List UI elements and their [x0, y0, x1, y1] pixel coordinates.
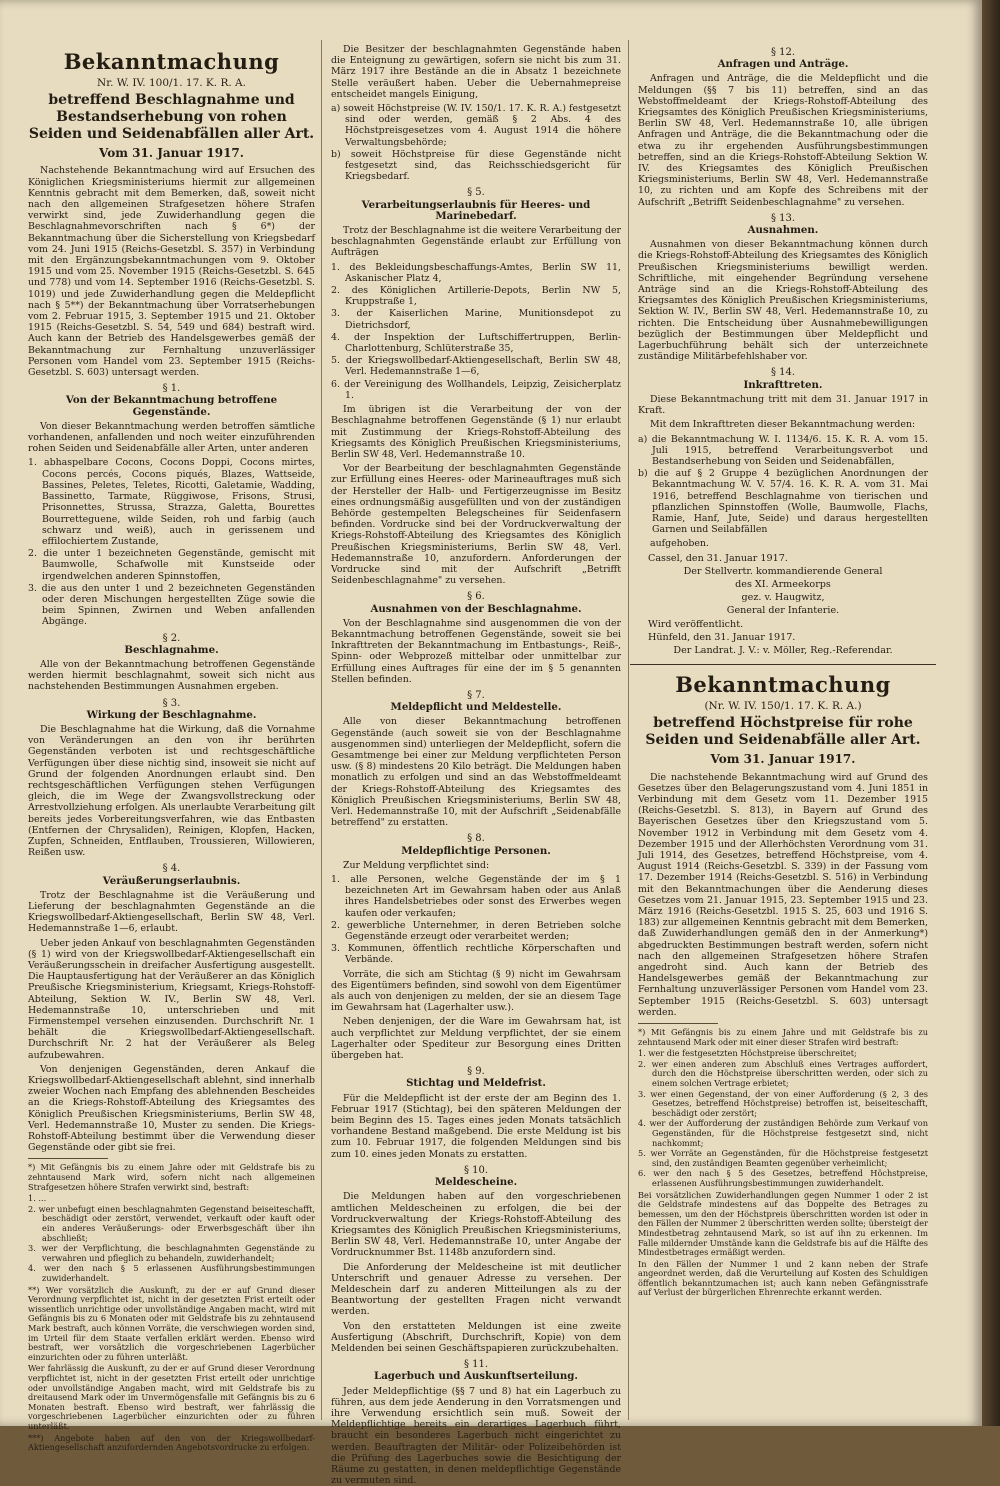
- footnote: *) Mit Gefängnis bis zu einem Jahre und mit Geldstrafe bis zu zehntausend Mark oder mit einer dieser Strafen wird bestraft:: [638, 1027, 928, 1047]
- footnote: Bei vorsätzlichen Zuwiderhandlungen gegen Nummer 1 oder 2 ist die Geldstrafe mindestens auf das Doppelte des Betrages zu bemessen, um den der Höchstpreis überschritten worden ist oder in den Fällen der Nummer 2 überschritten werden sollte; übersteigt der Mindestbetrag zehntausend Mark, so ist auf ihn zu erkennen. Im Falle mildernder Umstände kann die Geldstrafe bis auf die Hälfte des Mindestbetrages ermäßigt werden.: [638, 1189, 928, 1258]
- paragraph: Die Anforderung der Meldescheine ist mit deutlicher Unterschrift und genauer Adresse zu versehen. Der Meldeschein darf zu anderen Mitteilungen als zu der Beantwortung der gestellten Fragen nicht verwandt werden.: [331, 1261, 621, 1318]
- list-item: b) die auf § 2 Gruppe 4 bezüglichen Anordnungen der Bekanntmachung W. V. 57/4. 16. K. R. A. vom 31. Mai 1916, betreffend Beschlagnahme von tierischen und pflanzlichen Spinnstoffen (Wolle, Baumwolle, Flachs, Ramie, Hanf, Jute, Seide) und daraus hergestellten Garnen und Seilabfällen: [638, 468, 928, 536]
- footnote-item: 2. wer einen anderen zum Abschluß eines Vertrages auffordert, durch den die Höchstpreise überschritten werden, oder sich zu einem solchen Vertrage erbietet;: [638, 1058, 928, 1088]
- paragraph: Vor der Bearbeitung der beschlagnahmten Gegenstände zur Erfüllung eines Heeres- oder Marineauftrages muß sich der Hersteller der Halb- und Fertigerzeugnisse im Besitz eines ordnungsmäßig ausgefüllten und von der zuständigen Behörde gestempelten Belegscheines für Seidenfasern befinden. Vordrucke sind bei der Vordruckverwaltung der Kriegs-Rohstoff-Abteilung des Kriegsamtes des Königlich Preußischen Kriegsministeriums, Berlin SW 48, Verl. Hedemannstraße 10, anzufordern. Anforderungen der Vordrucke sind mit der Aufschrift „Betrifft Seidenbeschlagnahme" zu versehen.: [331, 463, 621, 587]
- doc1-date: Vom 31. Januar 1917.: [99, 146, 244, 161]
- footnote-item: 3. wer der Verpflichtung, die beschlagnahmten Gegenstände zu verwahren und pfleglich zu behandeln, zuwiderhandelt;: [28, 1243, 315, 1263]
- section-number: § 10.: [463, 1164, 489, 1176]
- section-number: § 14.: [770, 367, 796, 379]
- section-heading: Ausnahmen.: [747, 224, 819, 237]
- section-heading: Lagerbuch und Auskunftserteilung.: [374, 1370, 578, 1383]
- list-item: 6. der Vereinigung des Wollhandels, Leipzig, Zeisicherplatz 1.: [331, 378, 621, 401]
- footnote: In den Fällen der Nummer 1 und 2 kann neben der Strafe angeordnet werden, daß die Verurteilung auf Kosten des Schuldigen öffentlich bekanntzumachen ist; auch kann neben Gefängnisstrafe auf Verlust der bürgerlichen Ehrenrechte erkannt werden.: [638, 1258, 928, 1298]
- doc1-intro: Nachstehende Bekanntmachung wird auf Ersuchen des Königlichen Kriegsministeriums hiermit zur allgemeinen Kenntnis gebracht mit dem Bemerken, daß, soweit nicht nach den allgemeinen Strafgesetzen höhere Strafen verwirkt sind, jede Zuwiderhandlung gegen die Beschlagnahmevorschriften nach § 6*) der Bekanntmachung über die Sicherstellung von Kriegsbedarf vom 24. Juni 1915 (Reichs-Gesetzbl. S. 357) in Verbindung mit den Ergänzungsbekanntmachungen vom 9. Oktober 1915 und vom 25. November 1915 (Reichs-Gesetzbl. S. 645 und 778) und vom 14. September 1916 (Reichs-Gesetzbl. S. 1019) und jede Zuwiderhandlung gegen die Meldepflicht nach § 5**) der Bekanntmachung über Vorratserhebungen vom 2. Februar 1915, 3. September 1915 und 21. Oktober 1915 (Reichs-Gesetzbl. S. 54, 549 und 684) bestraft wird. Auch kann der Betrieb des Handelsgewerbes gemäß der Bekanntmachung zur Fernhaltung unzuverlässiger Personen vom Handel vom 23. September 1915 (Reichs-Gesetzbl. S. 603) untersagt werden.: [28, 165, 315, 379]
- section-number: § 4.: [162, 863, 181, 875]
- footnote-item: 6. wer den nach § 5 des Gesetzes, betreffend Höchstpreise, erlassenen Ausführungsbestimmungen zuwiderhandelt.: [638, 1168, 928, 1188]
- list-item: 5. der Kriegswollbedarf-Aktiengesellschaft, Berlin SW 48, Verl. Hedemannstraße 1—6,: [331, 355, 621, 378]
- paragraph: Vorräte, die sich am Stichtag (§ 9) nicht im Gewahrsam des Eigentümers befinden, sind sowohl von dem Eigentümer als auch von denjenigen zu melden, der sie an diesem Tage im Gewahrsam hat (Lagerhalter usw.).: [331, 968, 621, 1014]
- published-note: Wird veröffentlicht.: [648, 618, 744, 630]
- paragraph: Anfragen und Anträge, die die Meldepflicht und die Meldungen (§§ 7 bis 11) betreffen, sind an das Webstoffmeldeamt der Kriegs-Rohstoff-Abteilung des Kriegsamtes des Königlich Preußischen Kriegsministeriums, Berlin SW 48, Verl. Hedemannstraße 10, alle übrigen Anfragen und Anträge, die die Bekanntmachung oder die etwa zu ihr ergehenden Ausführungsbestimmungen betreffen, sind an die Kriegs-Rohstoff-Abteilung Sektion W. IV. des Kriegsamtes des Königlich Preußischen Kriegsministeriums, Berlin SW 48, Verl. Hedemannstraße 10, zu richten und am Kopfe des Schreibens mit der Aufschrift „Betrifft Seidenbeschlagnahme" zu versehen.: [638, 73, 928, 208]
- section-heading: Beschlagnahme.: [124, 643, 219, 656]
- item-list: [638, 434, 928, 536]
- doc2-date: Vom 31. Januar 1917.: [710, 752, 856, 767]
- footnote: *) Mit Gefängnis bis zu einem Jahre oder mit Geldstrafe bis zu zehntausend Mark wird, sofern nicht nach allgemeinen Strafgesetzen höhere Strafen verwirkt sind, bestraft:: [28, 1162, 315, 1192]
- list-item: 3. der Kaiserlichen Marine, Munitionsdepot zu Dietrichsdorf,: [331, 308, 621, 331]
- footnote-rule: [28, 1158, 108, 1159]
- paragraph: Die Besitzer der beschlagnahmten Gegenstände haben die Enteignung zu gewärtigen, sofern sie nicht bis zum 31. März 1917 ihre Bestände an die in Absatz 1 bezeichnete Stelle veräußert haben. Ueber die Uebernahmepreise entscheidet mangels Einigung,: [331, 44, 621, 100]
- item-list: [331, 103, 621, 182]
- item-list: [331, 262, 621, 401]
- item-list: [28, 457, 315, 627]
- notice-separator: [630, 664, 936, 665]
- doc1-title: Bekanntmachung: [63, 49, 280, 74]
- doc2-title: Bekanntmachung: [675, 672, 891, 698]
- list-item: 2. gewerbliche Unternehmer, in deren Betrieben solche Gegenstände erzeugt oder verarbeitet werden;: [331, 919, 621, 943]
- list-item: 1. alle Personen, welche Gegenstände der im § 1 bezeichneten Art im Gewahrsam haben oder aus Anlaß ihres Handelsbetriebes oder sonst des Erwerbes wegen kaufen oder verkaufen;: [331, 874, 621, 919]
- paragraph: Diese Bekanntmachung tritt mit dem 31. Januar 1917 in Kraft.: [638, 393, 928, 417]
- section-number: § 1.: [162, 383, 181, 395]
- footnote-item: 3. wer einen Gegenstand, der von einer Aufforderung (§ 2, 3 des Gesetzes, betreffend Höchstpreise) betroffen ist, beiseiteschafft, beschädigt oder zerstört;: [638, 1088, 928, 1118]
- paragraph: Trotz der Beschlagnahme ist die weitere Verarbeitung der beschlagnahmten Gegenstände erlaubt zur Erfüllung von Aufträgen: [331, 225, 621, 259]
- section-number: § 12.: [770, 47, 796, 58]
- paragraph: Ausnahmen von dieser Bekanntmachung können durch die Kriegs-Rohstoff-Abteilung des Kriegsamtes des Königlich Preußischen Kriegsministeriums bewilligt werden. Schriftliche, mit eingehender Begründung versehene Anträge sind an die Kriegs-Rohstoff-Abteilung des Kriegsamtes des Königlich Preußischen Kriegsministeriums, Sektion W. IV., Berlin SW 48, Verl. Hedemannstraße 10, zu richten. Die Entscheidung über Ausnahmebewilligungen bezüglich der Bestimmungen über Meldepflicht und Lagerbuchführung behält sich der unterzeichnete zuständige Militärbefehlshaber vor.: [638, 239, 928, 363]
- paragraph: Trotz der Beschlagnahme ist die Veräußerung und Lieferung der beschlagnahmten Gegenstände an die Kriegswollbedarf-Aktiengesellschaft, Berlin SW 48, Verl. Hedemannstraße 1—6, erlaubt.: [28, 889, 315, 935]
- footnote-item: 4. wer den nach § 5 erlassenen Ausführungsbestimmungen zuwiderhandelt.: [28, 1263, 315, 1283]
- paragraph: Die Meldungen haben auf den vorgeschriebenen amtlichen Meldescheinen zu erfolgen, die bei der Vordruckverwaltung der Kriegs-Rohstoff-Abteilung des Kriegsamtes des Königlich Preußischen Kriegsministeriums, Berlin SW 48, Verl. Hedemannstraße 10, unter Angabe der Vordrucknummer Bst. 1148b anzufordern sind.: [331, 1191, 621, 1259]
- section-heading: Wirkung der Beschlagnahme.: [86, 708, 257, 721]
- list-item: 3. Kommunen, öffentlich rechtliche Körperschaften und Verbände.: [331, 943, 621, 966]
- column-rule: [628, 40, 629, 1420]
- section-number: § 6.: [467, 591, 485, 603]
- paragraph: aufgehoben.: [650, 538, 709, 550]
- doc1-subtitle: betreffend Beschlagnahme und Bestandserhebung von rohen Seiden und Seidenabfällen aller Art.: [28, 92, 315, 143]
- column-rule: [321, 40, 322, 1420]
- section-number: § 8.: [467, 833, 485, 845]
- list-item: 1. abhaspelbare Cocons, Cocons Doppi, Cocons mirtes, Cocons percés, Cocons piqués, Blazes, Wattseide, Bassines, Peletes, Teletes, Ricotti, Galetamie, Wadding, Bassinetto, Tarmate, Rüggiwose, Frisons, Strusi, Prisonnettes, Strussa, Strazza, Galetta, Bourettes Bourretteguene, wilde Seiden, roh und farbig (auch schwarz und weiß), auch in gerissenem und effilochiertem Zustande,: [28, 457, 315, 547]
- footnote: Wer fahrlässig die Auskunft, zu der er auf Grund dieser Verordnung verpflichtet ist, nicht in der gesetzten Frist erteilt oder unrichtige oder unvollständige Angaben macht, wird mit Geldstrafe bis zu dreitausend Mark oder im Unvermögensfalle mit Gefängnis bis zu 6 Monaten bestraft. Ebenso wird bestraft, wer fahrlässig die vorgeschriebenen Lagerbücher einzurichten oder zu führen unterläßt.: [28, 1363, 315, 1431]
- list-item: 4. der Inspektion der Luftschiffertruppen, Berlin-Charlottenburg, Schlüterstraße 35,: [331, 331, 621, 355]
- list-item: a) soweit Höchstpreise (W. IV. 150/1. 17. K. R. A.) festgesetzt sind oder werden, gemäß § 2 Abs. 4 des Höchstpreisgesetzes vom 4. August 1914 die höhere Verwaltungsbehörde;: [331, 103, 621, 148]
- list-item: 1. des Bekleidungsbeschaffungs-Amtes, Berlin SW 11, Askanischer Platz 4,: [331, 261, 621, 284]
- section-number: § 5.: [467, 187, 485, 199]
- list-item: b) soweit Höchstpreise für diese Gegenstände nicht festgesetzt sind, das Reichsschiedsgericht für Kriegsbedarf.: [331, 148, 621, 183]
- paragraph: Von den erstatteten Meldungen ist eine zweite Ausfertigung (Abschrift, Durchschrift, Kopie) von dem Meldenden bei seinen Geschäftspapieren zurückzubehalten.: [331, 1320, 621, 1354]
- paragraph: Im übrigen ist die Verarbeitung der von der Beschlagnahme betroffenen Gegenstände (§ 1) nur erlaubt mit Zustimmung der Kriegs-Rohstoff-Abteilung des Kriegsamts des Königlich Preußischen Kriegsministeriums, Berlin SW 48, Verl. Hedemannstraße 10.: [331, 404, 621, 460]
- section-heading: Von der Bekanntmachung betroffene Gegenstände.: [65, 394, 278, 418]
- column-3: [638, 42, 928, 1418]
- footnote: **) Wer vorsätzlich die Auskunft, zu der er auf Grund dieser Verordnung verpflichtet ist, nicht in der gesetzten Frist erteilt oder wissentlich unrichtige oder unvollständige Angaben macht, wird mit Gefängnis bis zu 6 Monaten oder mit Geldstrafe bis zu zehntausend Mark bestraft, auch können Vorräte, die verschwiegen worden sind, im Urteil für dem Staate verfallen erklärt werden. Ebenso wird bestraft, wer vorsätzlich die vorgeschriebenen Lagerbücher einzurichten oder zu führen unterläßt.: [28, 1284, 315, 1362]
- footnote-item: 5. wer Vorräte an Gegenständen, für die Höchstpreise festgesetzt sind, den zuständigen Beamten gegenüber verheimlicht;: [638, 1148, 928, 1168]
- paragraph: Von dieser Bekanntmachung werden betroffen sämtliche vorhandenen, anfallenden und noch weiter einzuführenden rohen Seiden und Seidenabfälle aller Arten, unter anderen: [28, 420, 315, 455]
- section-number: § 13.: [770, 212, 796, 224]
- column-2: [331, 44, 621, 1486]
- footnote-rule: [638, 1023, 718, 1024]
- paragraph: Ueber jeden Ankauf von beschlagnahmten Gegenständen (§ 1) wird von der Kriegswollbedarf-Aktiengesellschaft ein Veräußerungsschein in dreifacher Ausfertigung ausgestellt. Die Hauptausfertigung hat der Veräußerer an das Königlich Preußische Kriegsministerium, Kriegsamt, Kriegs-Rohstoff-Abteilung, Sektion W. IV., Berlin SW 48, Verl. Hedemannstraße 10, unterschrieben und mit Firmenstempel versehen einzusenden. Durchschrift Nr. 1 behält die Kriegswollbedarf-Aktiengesellschaft. Durchschrift Nr. 2 hat der Veräußerer als Beleg aufzubewahren.: [28, 937, 315, 1061]
- paragraph: Die nachstehende Bekanntmachung wird auf Grund des Gesetzes über den Belagerungszustand vom 4. Juni 1851 in Verbindung mit dem Gesetz vom 11. Dezember 1915 (Reichs-Gesetzbl. S. 813), in Bayern auf Grund des Bayerischen Gesetzes über den Kriegszustand vom 5. November 1912 in Verbindung mit dem Gesetz vom 4. Dezember 1915 und der Allerhöchsten Verordnung vom 31. Juli 1914, des Gesetzes, betreffend Höchstpreise, vom 4. August 1914 (Reichs-Gesetzbl. S. 339) in der Fassung vom 17. Dezember 1914 (Reichs-Gesetzbl. S. 516) in Verbindung mit den Bekanntmachungen über die Aenderung dieses Gesetzes vom 21. Januar 1915, 23. September 1915 und 23. März 1916 (Reichs-Gesetzbl. 1915 S. 25, 603 und 1916 S. 183) zur allgemeinen Kenntnis gebracht mit dem Bemerken, daß Zuwiderhandlungen gemäß den in der Anmerkung*) abgedruckten Bestimmungen bestraft werden, sofern nicht nach den allgemeinen Strafgesetzen höhere Strafen angedroht sind. Auch kann der Betrieb des Handelsgewerbes gemäß der Bekanntmachung zur Fernhaltung unzuverlässiger Personen vom Handel vom 23. September 1915 (Reichs-Gesetzbl. S. 603) untersagt werden.: [638, 771, 928, 1018]
- paragraph: Von der Beschlagnahme sind ausgenommen die von der Bekanntmachung betroffenen Gegenstände, soweit sie bei Inkrafttreten der Bekanntmachung im Entbastungs-, Reiß-, Spinn- oder Webprozeß mittelbar oder unmittelbar zur Erfüllung eines Auftrages für eine der im § 5 genannten Stellen befinden.: [331, 617, 621, 685]
- section-heading: Inkrafttreten.: [743, 378, 823, 391]
- section-heading: Anfragen und Anträge.: [717, 58, 849, 71]
- paragraph: Für die Meldepflicht ist der erste der am Beginn des 1. Februar 1917 (Stichtag), bei den späteren Meldungen der beim Beginn des 15. Tages eines jeden Monats tatsächlich vorhandene Bestand maßgebend. Die erste Meldung ist bis zum 10. Februar 1917, die folgenden Meldungen sind bis zum 10. eines jeden Monats zu erstatten.: [331, 1092, 621, 1160]
- section-number: § 2.: [162, 632, 181, 644]
- section-heading: Meldepflichtige Personen.: [401, 844, 551, 857]
- paragraph: Neben denjenigen, der die Ware im Gewahrsam hat, ist auch verpflichtet zur Meldung verpflichtet, der sie einem Lagerhalter oder Spediteur zur Besorgung eines Dritten übergeben hat.: [331, 1016, 621, 1062]
- book-binding: [982, 0, 1000, 1426]
- signature-line: gez. v. Haugwitz,: [741, 592, 825, 604]
- footnote-item: 2. wer unbefugt einen beschlagnahmten Gegenstand beiseiteschafft, beschädigt oder zerstört, verwendet, verkauft oder kauft oder ein anderes Veräußerungs- oder Erwerbsgeschäft über ihn abschließt;: [28, 1203, 315, 1243]
- footnote-list: [28, 1194, 315, 1283]
- section-heading: Meldescheine.: [434, 1176, 518, 1189]
- paragraph: Zur Meldung verpflichtet sind:: [343, 859, 490, 871]
- footnote: ***) Angebote haben auf den von der Kriegswollbedarf-Aktiengesellschaft anzufordernden Angebotsvordrucke zu erfolgen.: [28, 1432, 315, 1453]
- section-number: § 3.: [162, 697, 181, 709]
- signature-line: des XI. Armeekorps: [735, 578, 831, 590]
- list-item: 3. die aus den unter 1 und 2 bezeichneten Gegenständen oder deren Mischungen hergestellten Züge sowie die beim Spinnen, Zwirnen und Weben anfallenden Abgänge.: [28, 582, 315, 628]
- list-item: 2. die unter 1 bezeichneten Gegenstände, gemischt mit Baumwolle, Schafwolle mit Kunstseide oder irgendwelchen anderen Spinnstoffen,: [28, 548, 315, 582]
- doc2-ref: (Nr. W. IV. 150/1. 17. K. R. A.): [704, 700, 862, 713]
- footnote-item: 1. ...: [28, 1193, 47, 1204]
- published-place: Hünfeld, den 31. Januar 1917.: [648, 631, 796, 643]
- signature-line: Der Stellvertr. kommandierende General: [683, 565, 883, 577]
- item-list: [331, 874, 621, 966]
- list-item: a) die Bekanntmachung W. I. 1134/6. 15. K. R. A. vom 15. Juli 1915, betreffend Verarbeitungsverbot und Bestandserhebung von Seiden und Seidenabfällen,: [638, 433, 928, 467]
- section-number: § 9.: [467, 1066, 485, 1078]
- section-number: § 7.: [467, 689, 485, 701]
- section-heading: Ausnahmen von der Beschlagnahme.: [370, 602, 582, 615]
- list-item: 2. des Königlichen Artillerie-Depots, Berlin NW 5, Kruppstraße 1,: [331, 285, 621, 308]
- signature-line: General der Infanterie.: [726, 605, 840, 617]
- column-1: [28, 44, 315, 1453]
- paragraph: Alle von dieser Bekanntmachung betroffenen Gegenstände (auch soweit sie von der Beschlagnahme ausgenommen sind) unterliegen der Meldepflicht, sofern die Gesamtmenge bei einer zur Meldung verpflichteten Person usw. (§ 8) mindestens 20 Kilo beträgt. Die Meldungen haben monatlich zu erfolgen und sind an das Webstoffmeldeamt der Kriegs-Rohstoff-Abteilung des Kriegsamtes des Königlich Preußischen Kriegsministeriums, Berlin SW 48, Verl. Hedemannstraße 10, mit der Aufschrift „Seidenabfälle betreffend" zu erstatten.: [331, 716, 621, 829]
- section-number: § 11.: [463, 1359, 489, 1371]
- paragraph: Von denjenigen Gegenständen, deren Ankauf die Kriegswollbedarf-Aktiengesellschaft ablehnt, sind innerhalb zweier Wochen nach Empfang des ablehnenden Bescheides an die Kriegs-Rohstoff-Abteilung des Kriegsamtes des Königlich Preußischen Kriegsministeriums, Berlin SW 48, Verl. Hedemannstraße 10, Muster zu senden. Die Kriegs-Rohstoff-Abteilung bestimmt über die Verwendung dieser Gegenstände oder gibt sie frei.: [28, 1063, 315, 1154]
- section-heading: Verarbeitungserlaubnis für Heeres- und Marinebedarf.: [361, 198, 591, 222]
- section-heading: Meldepflicht und Meldestelle.: [390, 701, 562, 714]
- doc2-subtitle: betreffend Höchstpreise für rohe Seiden und Seidenabfälle aller Art.: [645, 715, 921, 749]
- paragraph: Die Beschlagnahme hat die Wirkung, daß die Vornahme von Veränderungen an den von ihr berührten Gegenständen verboten ist und rechtsgeschäftliche Verfügungen über diese nichtig sind, insoweit sie nicht auf Grund der folgenden Anordnungen erlaubt sind. Den rechtsgeschäftlichen Verfügungen stehen Verfügungen gleich, die im Wege der Zwangsvollstreckung oder Arrestvollziehung erfolgen. Als unerlaubte Verarbeitung gilt bereits jedes Vorbereitungsverfahren, wie das Entbasten (Entfernen der Chrysaliden), Reinigen, Klopfen, Hacken, Zupfen, Schneiden, Entflauben, Troussieren, Willowieren, Reißen usw.: [28, 723, 315, 859]
- published-signature: Der Landrat. J. V.: v. Möller, Reg.-Referendar.: [673, 644, 893, 656]
- doc1-ref: Nr. W. IV. 100/1. 17. K. R. A.: [97, 77, 246, 89]
- footnote-item: 4. wer der Aufforderung der zuständigen Behörde zum Verkauf von Gegenständen, für die Höchstpreise festgesetzt sind, nicht nachkommt;: [638, 1118, 928, 1148]
- paragraph: Alle von der Bekanntmachung betroffenen Gegenstände werden hiermit beschlagnahmt, soweit sich nicht aus nachstehenden Bestimmungen Ausnahmen ergeben.: [28, 658, 315, 693]
- place-date: Cassel, den 31. Januar 1917.: [648, 552, 788, 564]
- paragraph: Mit dem Inkrafttreten dieser Bekanntmachung werden:: [650, 419, 916, 431]
- footnote-list: [638, 1049, 928, 1188]
- paragraph: Jeder Meldepflichtige (§§ 7 und 8) hat ein Lagerbuch zu führen, aus dem jede Aenderung in den Vorratsmengen und ihre Verwendung ersichtlich sein muß. Soweit der Meldepflichtige bereits ein derartiges Lagerbuch führt, braucht ein besonderes Lagerbuch nicht eingerichtet zu werden. Beauftragten der Militär- oder Polizeibehörden ist die Prüfung des Lagerbuches sowie die Besichtigung der Räume zu gestatten, in denen meldepflichtige Gegenstände zu vermuten sind.: [331, 1385, 621, 1486]
- section-heading: Veräußerungserlaubnis.: [102, 874, 241, 887]
- footnote-item: 1. wer die festgesetzten Höchstpreise überschreitet;: [638, 1048, 857, 1059]
- section-heading: Stichtag und Meldefrist.: [406, 1077, 546, 1090]
